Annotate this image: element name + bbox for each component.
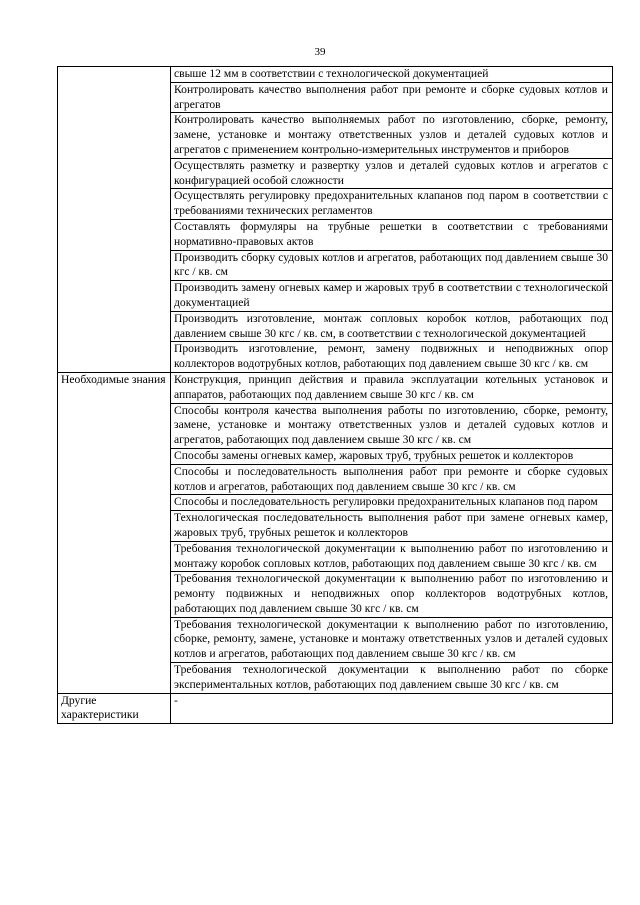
list-item: Технологическая последовательность выполнения работ при замене огневых камер, жаровых труб, трубных решеток и коллекторов — [171, 510, 612, 541]
list-item: свыше 12 мм в соответствии с технологической документацией — [174, 67, 489, 80]
actions-label-cell — [58, 67, 171, 373]
knowledge-items-cell — [171, 372, 613, 693]
list-item: Осуществлять разметку и развертку узлов и деталей судовых котлов и агрегатов с конфигурацией особой сложности — [171, 158, 612, 189]
page-number: 39 — [314, 46, 326, 58]
list-item: Требования технологической документации к выполнению работ по изготовлению и монтажу коробок сопловых котлов, работающих под давлением свыше 30 кгс / кв. см — [171, 541, 612, 572]
list-item: Конструкция, принцип действия и правила эксплуатации котельных установок и аппаратов, работающих под давлением свыше 30 кгс / кв. см — [174, 372, 608, 401]
other-row — [58, 693, 613, 724]
other-value: - — [174, 693, 178, 707]
list-item: Производить изготовление, монтаж сопловых коробок котлов, работающих под давлением свыше 30 кгс / кв. см, в соответствии с технологической документацией — [171, 311, 612, 342]
actions-items-cell — [171, 67, 613, 373]
list-item: Контролировать качество выполняемых работ по изготовлению, сборке, ремонту, замене, установке и монтажу ответственных узлов и деталей судовых котлов и агрегатов с применением контрольно-измерительных инструментов и приборов — [171, 112, 612, 157]
list-item: Способы и последовательность выполнения работ при ремонте и сборке судовых котлов и агрегатов, работающих под давлением свыше 30 кгс / кв. см — [171, 464, 612, 495]
other-items-cell — [171, 693, 613, 724]
list-item: Требования технологической документации к выполнению работ по изготовлению, сборке, ремонту, замене, установке и монтажу ответственных узлов и деталей судовых котлов и агрегатов, работающих под давлением свыше 30 кгс / кв. см — [171, 617, 612, 662]
knowledge-label: Необходимые знания — [58, 372, 171, 693]
list-item: Производить изготовление, ремонт, замену подвижных и неподвижных опор коллекторов водотрубных котлов, работающих под давлением свыше 30 кгс / кв. см — [171, 341, 612, 372]
other-label: Другие характеристики — [58, 693, 171, 724]
competency-table — [57, 66, 613, 724]
knowledge-row — [58, 372, 613, 693]
list-item: Осуществлять регулировку предохранительных клапанов под паром в соответствии с требованиями технических регламентов — [171, 188, 612, 219]
list-item: Способы и последовательность регулировки предохранительных клапанов под паром — [171, 494, 612, 510]
list-item: Производить сборку судовых котлов и агрегатов, работающих под давлением свыше 30 кгс / кв. см — [171, 250, 612, 281]
list-item: Способы контроля качества выполнения работы по изготовлению, сборке, ремонту, замене, установке и монтажу ответственных узлов и деталей судовых котлов и агрегатов, работающих под давлением свыше 30 кгс / кв. см — [171, 403, 612, 448]
actions-row — [58, 67, 613, 373]
list-item: Требования технологической документации к выполнению работ по изготовлению и ремонту подвижных и неподвижных опор коллекторов водотрубных котлов, работающих под давлением свыше 30 кгс / кв. см — [171, 571, 612, 616]
list-item: Способы замены огневых камер, жаровых труб, трубных решеток и коллекторов — [171, 448, 612, 464]
list-item: Требования технологической документации к выполнению работ по сборке экспериментальных котлов, работающих под давлением свыше 30 кгс / кв. см — [171, 662, 612, 693]
list-item: Контролировать качество выполнения работ при ремонте и сборке судовых котлов и агрегатов — [171, 82, 612, 113]
list-item: Производить замену огневых камер и жаровых труб в соответствии с технологической документацией — [171, 280, 612, 311]
list-item: Составлять формуляры на трубные решетки в соответствии с требованиями нормативно-правовых актов — [171, 219, 612, 250]
